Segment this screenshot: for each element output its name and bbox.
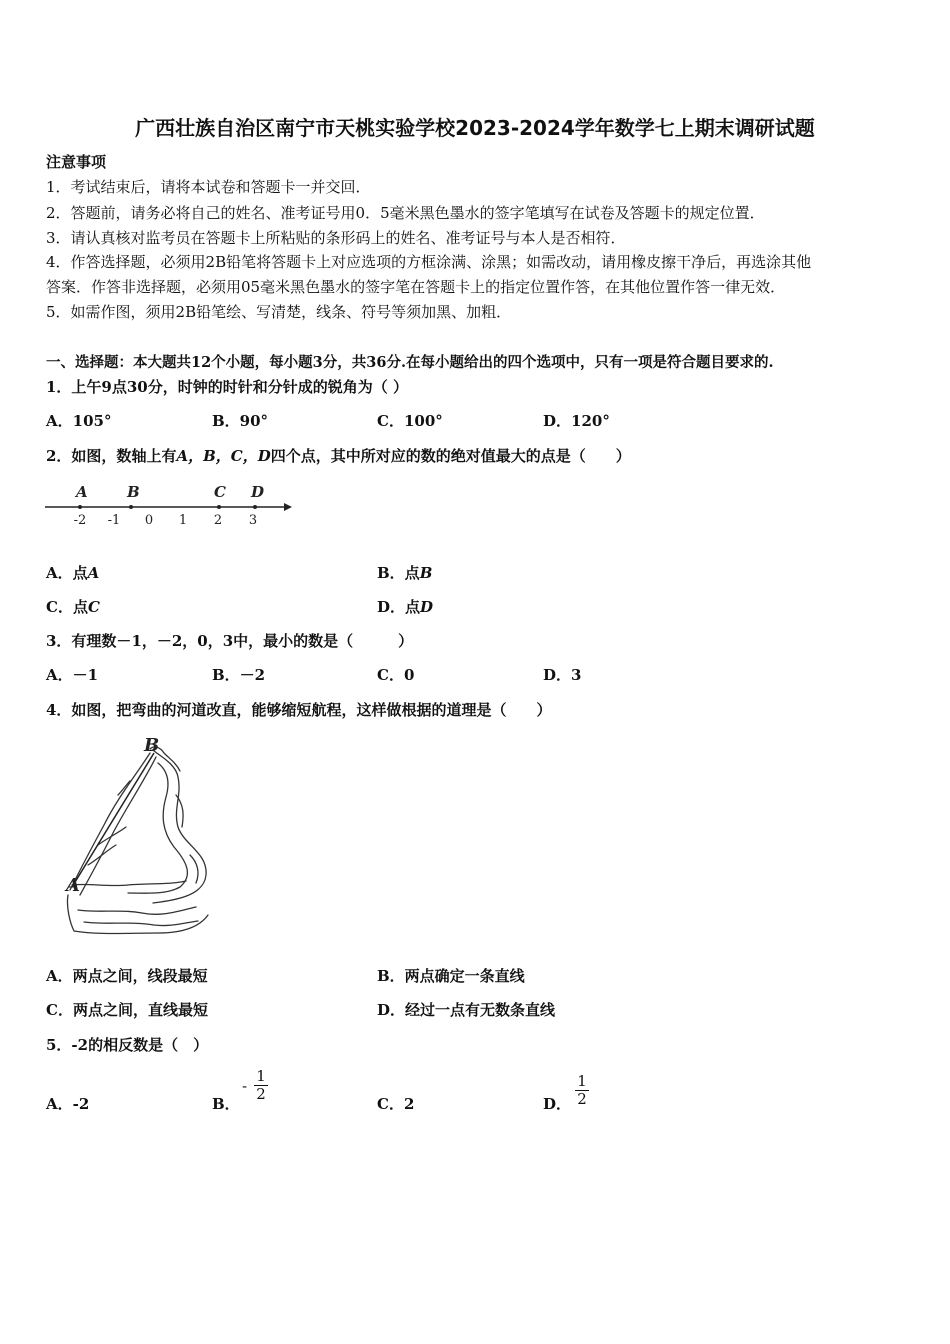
q4-option-a: A．两点之间，线段最短	[46, 967, 208, 985]
notice-heading: 注意事项	[46, 153, 107, 171]
notice-item: 2．答题前，请务必将自己的姓名、准考证号用0．5毫米黑色墨水的签字笔填写在试卷及答题卡的规定位置．	[46, 204, 765, 222]
q5-option-c: C．2	[377, 1095, 415, 1113]
axis-arrow-icon	[284, 503, 292, 511]
q4-option-b: B．两点确定一条直线	[377, 967, 525, 985]
tick-label: -2	[73, 513, 87, 528]
q5-option-b-sign: -	[242, 1077, 248, 1095]
tick-label: 3	[248, 513, 258, 528]
section-heading: 一、选择题：本大题共12个小题，每小题3分，共36分.在每小题给出的四个选项中，只有一项是符合题目要求的.	[46, 354, 774, 371]
q1-option-a: A．105°	[46, 412, 112, 430]
notice-item: 4．作答选择题，必须用2B铅笔将答题卡上对应选项的方框涂满、涂黑；如需改动，请用橡皮擦干净后，再选涂其他	[46, 253, 812, 271]
q3-option-a: A．－1	[46, 666, 99, 684]
q5-option-b-fraction	[254, 1068, 268, 1103]
q2-option-d: D．点D	[377, 598, 434, 616]
q3-option-d: D．3	[543, 666, 582, 684]
fraction-numerator: 1	[577, 1072, 587, 1090]
question-4-stem: 4．如图，把弯曲的河道改直，能够缩短航程，这样做根据的道理是（ ）	[46, 701, 552, 719]
q2-option-b: B．点B	[377, 564, 433, 582]
point-b-dot	[129, 505, 133, 509]
q3-option-c: C．0	[377, 666, 415, 684]
point-label-d: D	[251, 483, 265, 501]
fraction-denominator: 2	[254, 1085, 268, 1103]
q5-option-b-label: B．	[212, 1095, 240, 1113]
question-1-stem: 1．上午9点30分，时钟的时针和分针成的锐角为（ ）	[46, 378, 408, 396]
notice-item: 3．请认真核对监考员在答题卡上所粘贴的条形码上的姓名、准考证号与本人是否相符．	[46, 229, 626, 247]
question-3-stem: 3．有理数－1，－2，0，3中，最小的数是（ ）	[46, 632, 414, 650]
point-label-a: A	[76, 483, 88, 501]
notice-item: 1．考试结束后，请将本试卷和答题卡一并交回．	[46, 178, 371, 196]
q4-option-d: D．经过一点有无数条直线	[377, 1001, 556, 1019]
q2-stem-pre: 2．如图，数轴上有	[46, 447, 177, 465]
q5-option-d-fraction	[575, 1073, 589, 1108]
point-a-dot	[78, 505, 82, 509]
point-c-dot	[217, 505, 221, 509]
q1-option-d: D．120°	[543, 412, 610, 430]
tick-label: 1	[178, 513, 188, 528]
q5-option-d-label: D．	[543, 1095, 572, 1113]
straight-route	[72, 753, 154, 887]
tick-label: 2	[213, 513, 223, 528]
fraction-numerator: 1	[256, 1067, 266, 1085]
q2-option-a: A．点A	[46, 564, 100, 582]
question-5-stem: 5．-2的相反数是（ ）	[46, 1036, 209, 1054]
q1-option-c: C．100°	[377, 412, 443, 430]
page-title: 广西壮族自治区南宁市天桃实验学校2023-2024学年数学七上期末调研试题	[135, 116, 815, 140]
notice-item: 答案．作答非选择题，必须用05毫米黑色墨水的签字笔在答题卡上的指定位置作答，在其他位置作答一律无效．	[46, 278, 786, 296]
river-label-b: B	[144, 735, 160, 756]
notice-item: 5．如需作图，须用2B铅笔绘、写清楚，线条、符号等须加黑、加粗．	[46, 303, 512, 321]
river-figure	[58, 735, 218, 940]
question-2-stem	[46, 446, 631, 466]
q4-option-c: C．两点之间，直线最短	[46, 1001, 208, 1019]
point-label-b: B	[127, 483, 140, 501]
q2-points: A，B，C，D	[176, 447, 271, 465]
q5-option-a: A．-2	[46, 1095, 90, 1113]
q3-option-b: B．－2	[212, 666, 266, 684]
river-label-a: A	[66, 875, 80, 896]
q2-stem-post: 四个点，其中所对应的数的绝对值最大的点是（ ）	[270, 447, 631, 465]
fraction-denominator: 2	[575, 1090, 589, 1108]
number-line-figure	[40, 478, 300, 530]
q1-option-b: B．90°	[212, 412, 269, 430]
tick-label: -1	[107, 513, 121, 528]
tick-label: 0	[144, 513, 154, 528]
point-d-dot	[253, 505, 257, 509]
point-label-c: C	[214, 483, 226, 501]
q2-option-c: C．点C	[46, 598, 100, 616]
